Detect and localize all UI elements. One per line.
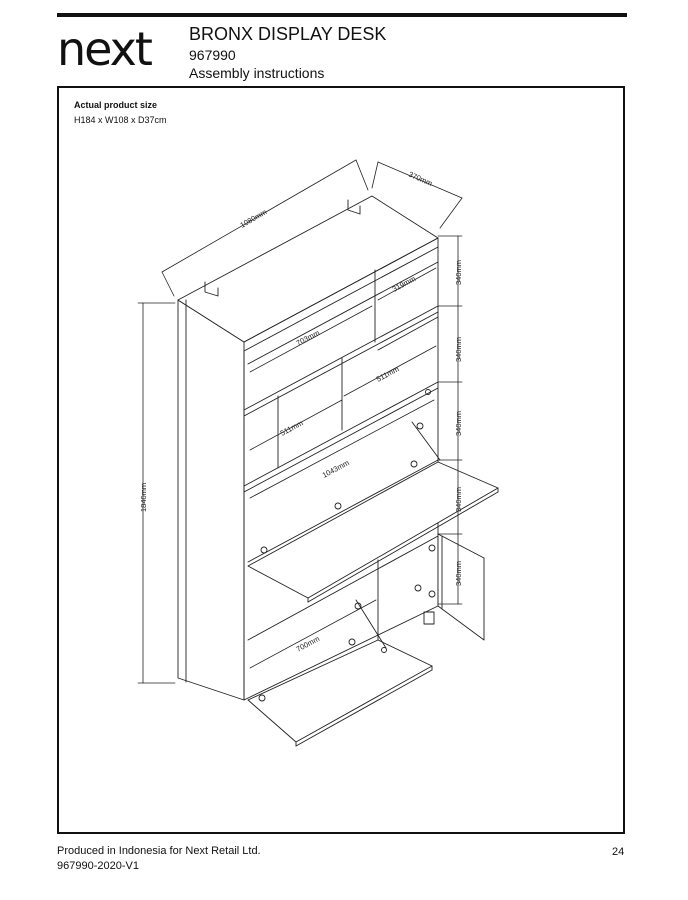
dim-compartment-depth: 319mm xyxy=(390,274,418,294)
document-version: 967990-2020-V1 xyxy=(57,860,139,872)
dim-spacing-4: 340mm xyxy=(454,486,463,512)
product-size-label: Actual product size xyxy=(74,100,158,110)
dim-shelf-mid-right: 511mm xyxy=(374,364,401,384)
dim-lower-shelf: 700mm xyxy=(294,634,322,654)
page-number: 24 xyxy=(612,846,625,858)
dim-spacing-1: 340mm xyxy=(454,259,463,285)
dim-depth: 370mm xyxy=(407,169,434,189)
dim-spacing-5: 340mm xyxy=(454,560,463,586)
dim-desk-panel: 1043mm xyxy=(320,458,351,480)
next-logo: next xyxy=(57,22,151,76)
product-size-value: H184 x W108 x D37cm xyxy=(74,115,167,125)
cabinet-body xyxy=(178,196,438,700)
document-subtitle: Assembly instructions xyxy=(189,65,325,81)
dim-shelf-mid-left: 511mm xyxy=(278,418,305,438)
product-code: 967990 xyxy=(189,47,236,63)
dim-spacing-3: 340mm xyxy=(454,410,463,436)
dim-spacing-2: 340mm xyxy=(454,336,463,362)
dim-shelf-upper: 703mm xyxy=(294,328,322,348)
dim-width: 1080mm xyxy=(238,207,269,230)
producer-note: Produced in Indonesia for Next Retail Ltd. xyxy=(57,845,261,857)
product-title: BRONX DISPLAY DESK xyxy=(189,24,387,44)
dim-height: 1840mm xyxy=(139,482,148,512)
